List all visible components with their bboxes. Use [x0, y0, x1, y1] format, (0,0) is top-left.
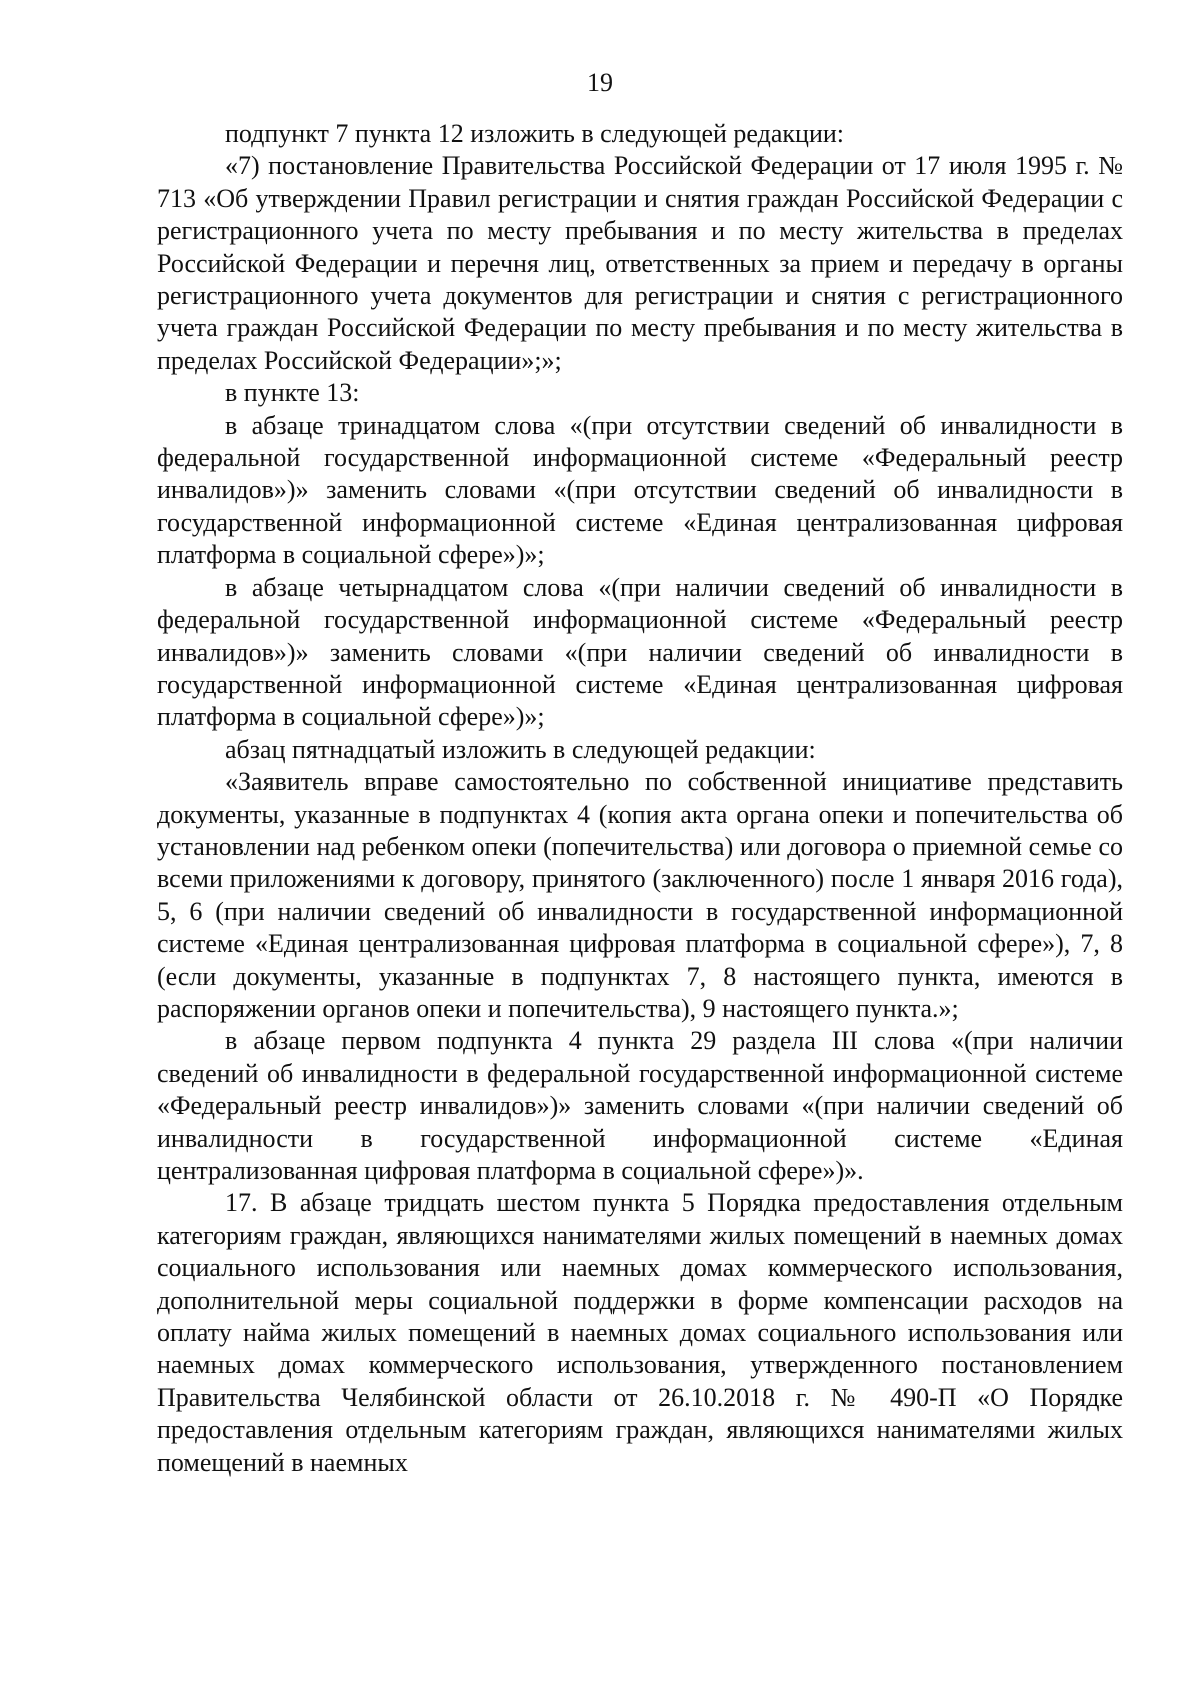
paragraph-point-29: в абзаце первом подпункта 4 пункта 29 раздела III слова «(при наличии сведений об инвалидности в федеральной государственной информационной системе «Федеральный реестр инвалидов»)» заменить словами «(при наличии сведений об инвалидности в государственной информационной системе «Единая централизованная цифровая платформа в социальной сфере»)».: [157, 1026, 1123, 1185]
paragraph-point-13-intro: в пункте 13:: [225, 378, 360, 408]
paragraph-item-17: 17. В абзаце тридцать шестом пункта 5 Порядка предоставления отдельным категориям граждан, являющихся нанимателями жилых помещений в наемных домах социального использования или наемных домах коммерческого использования, дополнительной меры социальной поддержки в форме компенсации расходов на оплату найма жилых помещений в наемных домах социального использования или наемных домах коммерческого использования, утвержденного постановлением Правительства Челябинской области от 26.10.2018 г. № 490-П «О Порядке предоставления отдельным категориям граждан, являющихся нанимателями жилых помещений в наемных: [157, 1188, 1123, 1477]
paragraph-abzac-15-text: «Заявитель вправе самостоятельно по собственной инициативе представить документы, указанные в подпунктах 4 (копия акта органа опеки и попечительства об установлении над ребенком опеки (попечительства) или договора о приемной семье со всеми приложениями к договору, принятого (заключенного) после 1 января 2016 года), 5, 6 (при наличии сведений об инвалидности в государственной информационной системе «Единая централизованная цифровая платформа в социальной сфере»), 7, 8 (если документы, указанные в подпунктах 7, 8 настоящего пункта, имеются в распоряжении органов опеки и попечительства), 9 настоящего пункта.»;: [157, 767, 1123, 1023]
paragraph-abzac-14: в абзаце четырнадцатом слова «(при наличии сведений об инвалидности в федеральной государственной информационной системе «Федеральный реестр инвалидов»)» заменить словами «(при наличии сведений об инвалидности в государственной информационной системе «Единая централизованная цифровая платформа в социальной сфере»)»;: [157, 572, 1123, 732]
page-number: 19: [587, 68, 613, 97]
paragraph-abzac-15-intro: абзац пятнадцатый изложить в следующей редакции:: [225, 734, 816, 764]
paragraph-abzac-13: в абзаце тринадцатом слова «(при отсутствии сведений об инвалидности в федеральной государственной информационной системе «Федеральный реестр инвалидов»)» заменить словами «(при отсутствии сведений об инвалидности в государственной информационной системе «Единая централизованная цифровая платформа в социальной сфере»)»;: [157, 410, 1123, 570]
paragraph-subpoint-7-text: «7) постановление Правительства Российской Федерации от 17 июля 1995 г. № 713 «Об утверждении Правил регистрации и снятия граждан Российской Федерации с регистрационного учета по месту пребывания и по месту жительства в пределах Российской Федерации и перечня лиц, ответственных за прием и передачу в органы регистрационного учета документов для регистрации и снятия с регистрационного учета граждан Российской Федерации по месту пребывания и по месту жительства в пределах Российской Федерации»;»;: [157, 151, 1123, 375]
paragraph-subpoint-7-intro: подпункт 7 пункта 12 изложить в следующей редакции:: [225, 119, 844, 148]
document-body: [157, 118, 1123, 1479]
